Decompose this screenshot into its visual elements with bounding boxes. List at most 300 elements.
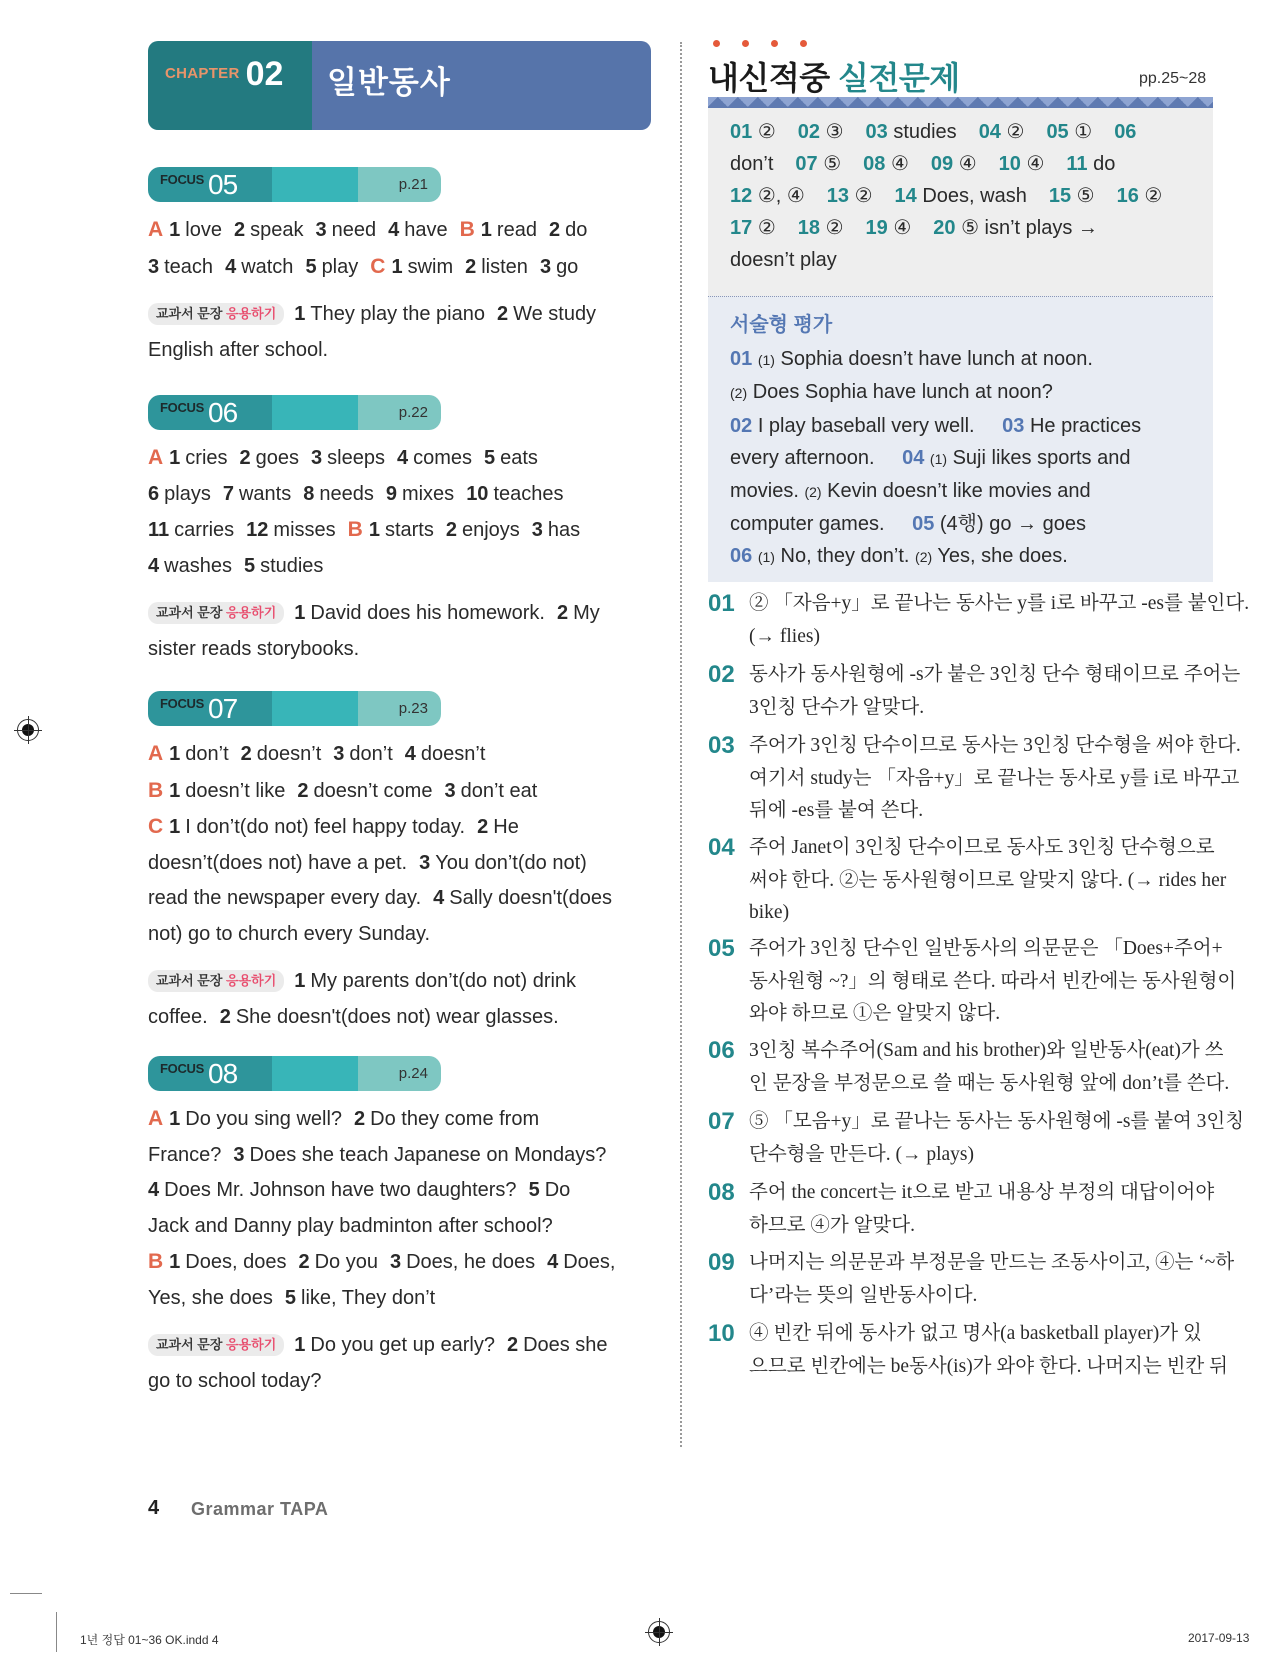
focus-number: 05 bbox=[208, 168, 238, 200]
section-letter: B bbox=[347, 518, 363, 541]
answer-item bbox=[333, 743, 393, 765]
item-text: enjoys bbox=[461, 519, 520, 541]
trim-mark bbox=[56, 1612, 57, 1652]
descriptive-line bbox=[730, 343, 1191, 376]
answer-value: don’t bbox=[730, 153, 774, 175]
answer-line bbox=[148, 1138, 651, 1174]
mc-answer bbox=[931, 153, 977, 175]
focus-label bbox=[148, 167, 272, 202]
mc-answer bbox=[863, 153, 909, 175]
sub-number: (1) bbox=[757, 549, 775, 566]
item-text: Does, he does bbox=[406, 1251, 536, 1273]
item-text: don’t eat bbox=[460, 779, 538, 802]
item-text: don’t bbox=[185, 743, 229, 765]
item-number: 2 bbox=[548, 219, 561, 241]
answer-item bbox=[388, 219, 448, 241]
answer-text: every afternoon. bbox=[730, 446, 875, 469]
item-text: needs bbox=[319, 482, 374, 505]
descriptive-line bbox=[730, 475, 1191, 508]
answer-line bbox=[148, 632, 651, 668]
item-text: You don’t(do not) bbox=[435, 851, 587, 874]
answer-value: studies bbox=[893, 121, 957, 143]
answer-value: ② bbox=[1144, 185, 1163, 207]
explanation-text bbox=[749, 1318, 1228, 1383]
section-letter: B bbox=[148, 1250, 164, 1273]
answer-item bbox=[148, 483, 211, 505]
question-number: 02 bbox=[730, 414, 753, 437]
focus-page-cell bbox=[358, 167, 441, 202]
explanation-line: (→ flies) bbox=[749, 625, 820, 647]
mc-answer bbox=[798, 121, 844, 143]
practice-title-teal: 실전문제 bbox=[838, 60, 960, 96]
explanation-line: 다’라는 뜻의 일반동사이다. bbox=[749, 1284, 978, 1306]
item-number: 1 bbox=[480, 219, 492, 241]
item-number: 3 bbox=[531, 519, 543, 541]
item-text: sleeps bbox=[327, 447, 385, 469]
focus-header-08 bbox=[148, 1056, 441, 1091]
answer-item bbox=[297, 780, 432, 802]
answer-value: Does, wash bbox=[922, 185, 1027, 207]
sub-number: (2) bbox=[915, 549, 933, 566]
explanation-line: 주어 Janet이 3인칭 단수이므로 동사도 3인칭 단수형으로 bbox=[749, 837, 1215, 858]
item-text: Do bbox=[544, 1179, 571, 1201]
answer-item bbox=[405, 743, 486, 765]
item-text: teach bbox=[164, 255, 214, 278]
answer-item bbox=[223, 483, 291, 505]
answer-item bbox=[148, 339, 328, 361]
item-number: 5 bbox=[305, 255, 317, 278]
item-text: doesn’t like bbox=[185, 779, 286, 802]
focus-page-cell bbox=[358, 691, 441, 726]
section-letter: C bbox=[370, 254, 386, 278]
answer-line bbox=[148, 596, 651, 632]
focus-page-ref: p.23 bbox=[398, 700, 428, 717]
explanation-item bbox=[708, 1177, 1213, 1242]
answer-line bbox=[148, 549, 651, 585]
question-number: 07 bbox=[795, 153, 818, 175]
item-number: 1 bbox=[169, 779, 181, 802]
sub-number: (1) bbox=[929, 450, 948, 467]
answer-value: doesn’t play bbox=[730, 249, 837, 271]
mc-answer bbox=[1114, 121, 1136, 143]
answer-text: Sophia doesn’t have lunch at noon. bbox=[780, 348, 1093, 371]
explanation-number: 05 bbox=[708, 935, 735, 962]
explanation-line: 3인칭 단수가 알맞다. bbox=[749, 696, 925, 718]
answer-text: Yes, she does. bbox=[937, 545, 1068, 568]
print-slug-date: 2017-09-13 bbox=[1188, 1631, 1250, 1645]
explanation-text bbox=[749, 1247, 1235, 1312]
mc-answer bbox=[730, 121, 776, 143]
section-letter: A bbox=[148, 446, 164, 469]
answer-line bbox=[148, 809, 651, 846]
item-text: go bbox=[556, 255, 579, 278]
badge-text: 교과서 문장 bbox=[156, 1337, 227, 1352]
answer-item bbox=[148, 887, 421, 909]
answer-item bbox=[466, 483, 563, 505]
explanation-line: ④ 빈칸 뒤에 동사가 없고 명사(a basketball player)가 있 bbox=[749, 1323, 1202, 1344]
item-text: doesn’t bbox=[420, 743, 486, 765]
book-title: Grammar TAPA bbox=[191, 1499, 329, 1519]
explanation-item bbox=[708, 1247, 1235, 1312]
focus-header-05 bbox=[148, 167, 441, 202]
mc-answer bbox=[798, 217, 844, 239]
registration-mark-icon bbox=[648, 1621, 670, 1643]
item-number: 1 bbox=[169, 219, 181, 241]
chapter-header bbox=[148, 41, 651, 130]
answer-value: ① bbox=[1074, 121, 1093, 143]
answer-text: Kevin doesn’t like movies and bbox=[827, 480, 1091, 503]
answer-item bbox=[547, 1251, 615, 1273]
mc-answer bbox=[730, 217, 776, 239]
question-number: 14 bbox=[894, 185, 917, 207]
explanation-line: 하므로 ④가 알맞다. bbox=[749, 1214, 915, 1236]
badge-text-highlight: 응용하기 bbox=[226, 973, 277, 988]
answer-item bbox=[148, 1287, 273, 1309]
answer-item bbox=[148, 256, 213, 278]
question-number: 02 bbox=[797, 121, 820, 143]
answer-value: ②, ④ bbox=[757, 185, 805, 207]
item-text: Do they come from bbox=[370, 1108, 540, 1130]
focus-bar-middle bbox=[272, 395, 358, 430]
item-text: They play the piano bbox=[310, 303, 485, 325]
focus-header-06 bbox=[148, 395, 441, 430]
answer-item bbox=[169, 743, 229, 765]
answer-value: ④ bbox=[890, 153, 909, 175]
answer-item bbox=[549, 219, 587, 241]
mc-answer bbox=[730, 185, 805, 207]
mc-answer bbox=[866, 217, 912, 239]
item-text: do bbox=[565, 219, 588, 241]
item-number: 11 bbox=[148, 519, 170, 541]
item-number: 3 bbox=[233, 1143, 245, 1166]
descriptive-line bbox=[730, 376, 1191, 409]
question-number: 05 bbox=[912, 513, 935, 536]
badge-text-highlight: 응용하기 bbox=[226, 1337, 277, 1352]
item-text: misses bbox=[273, 519, 336, 541]
question-number: 18 bbox=[797, 217, 820, 239]
section-letter: C bbox=[148, 815, 164, 838]
focus-number: 07 bbox=[208, 692, 238, 724]
item-text: Sally doesn't(does bbox=[449, 887, 613, 909]
sub-number: (1) bbox=[757, 352, 775, 369]
answer-line bbox=[148, 1209, 651, 1245]
question-number: 04 bbox=[978, 121, 1001, 143]
explanation-text bbox=[749, 1035, 1230, 1100]
question-number: 09 bbox=[930, 153, 954, 175]
explanation-line: 동사원형 ~?」의 형태로 쓴다. 따라서 빈칸에는 동사원형이 bbox=[749, 970, 1237, 992]
item-text: speak bbox=[250, 219, 304, 241]
question-number: 04 bbox=[902, 446, 925, 469]
item-number: 7 bbox=[222, 482, 234, 505]
answer-line bbox=[148, 297, 651, 333]
answer-item bbox=[465, 256, 528, 278]
explanation-item bbox=[708, 588, 1250, 653]
question-number: 08 bbox=[863, 153, 886, 175]
question-number: 01 bbox=[730, 348, 753, 371]
item-number: 2 bbox=[239, 447, 251, 469]
answer-item bbox=[169, 219, 222, 241]
answer-item bbox=[246, 519, 335, 541]
explanation-line: 3인칭 복수주어(Sam and his brother)와 일반동사(eat)가 쓰 bbox=[749, 1040, 1224, 1061]
item-text: David does his homework. bbox=[310, 602, 545, 624]
answer-value: ⑤ bbox=[1076, 185, 1095, 207]
answer-text: Does Sophia have lunch at noon? bbox=[752, 381, 1053, 404]
answer-line bbox=[148, 917, 651, 953]
answer-value: ⑤ isn’t plays → bbox=[961, 217, 1098, 239]
item-number: 5 bbox=[484, 447, 496, 469]
explanation-line: 여기서 study는 「자음+y」로 끝나는 동사로 y를 i로 바꾸고 bbox=[749, 767, 1240, 789]
item-number: 2 bbox=[219, 1005, 231, 1028]
answer-item bbox=[532, 519, 580, 541]
item-text: doesn’t come bbox=[313, 779, 433, 802]
answer-value: ⑤ bbox=[823, 153, 842, 175]
answer-item bbox=[507, 1334, 608, 1356]
item-number: 10 bbox=[466, 482, 489, 505]
item-number: 3 bbox=[389, 1251, 402, 1273]
section-letter: B bbox=[148, 778, 164, 802]
item-number: 12 bbox=[246, 519, 269, 541]
answer-text: Suji likes sports and bbox=[952, 446, 1131, 469]
focus-page-ref: p.24 bbox=[398, 1065, 428, 1082]
descriptive-line bbox=[730, 508, 1191, 540]
item-number: 4 bbox=[148, 1179, 160, 1201]
item-text: not) go to church every Sunday. bbox=[148, 922, 431, 945]
answer-line bbox=[148, 212, 651, 249]
explanation-text bbox=[749, 730, 1241, 828]
answer-item bbox=[294, 970, 576, 992]
explanation-text bbox=[749, 1177, 1213, 1242]
mc-answer-line bbox=[730, 212, 1191, 244]
focus-number: 06 bbox=[208, 396, 238, 428]
item-number: 3 bbox=[315, 219, 327, 241]
question-number: 06 bbox=[730, 545, 753, 568]
question-number: 05 bbox=[1046, 121, 1069, 143]
item-text: play bbox=[321, 255, 359, 278]
explanation-item bbox=[708, 832, 1227, 930]
item-number: 2 bbox=[496, 303, 509, 325]
item-number: 5 bbox=[243, 554, 256, 577]
mc-answer bbox=[1066, 153, 1115, 175]
explanation-line: ② 「자음+y」로 끝나는 동사는 y를 i로 바꾸고 -es를 붙인다. bbox=[749, 593, 1250, 614]
answer-line bbox=[148, 1328, 651, 1364]
item-number: 2 bbox=[234, 219, 246, 241]
explanation-item bbox=[708, 730, 1241, 828]
descriptive-line bbox=[730, 540, 1191, 573]
item-text: Does Mr. Johnson have two daughters? bbox=[164, 1179, 517, 1201]
item-text: cries bbox=[185, 447, 228, 469]
answer-item bbox=[390, 1251, 535, 1273]
section-letter: A bbox=[148, 218, 164, 241]
item-text: has bbox=[547, 519, 581, 541]
answer-line bbox=[148, 1173, 651, 1209]
mc-answer-line bbox=[730, 244, 1191, 276]
item-text: doesn’t(does not) have a pet. bbox=[148, 851, 408, 874]
item-number: 1 bbox=[294, 303, 306, 325]
answer-item bbox=[169, 1251, 286, 1273]
item-text: have bbox=[404, 219, 448, 241]
question-number: 11 bbox=[1066, 153, 1088, 175]
explanation-number: 01 bbox=[708, 590, 735, 617]
answer-text: He practices bbox=[1029, 414, 1142, 437]
textbook-sentence-badge bbox=[148, 602, 284, 624]
explanation-number: 10 bbox=[708, 1320, 735, 1347]
question-number: 06 bbox=[1114, 121, 1137, 143]
focus-header-07 bbox=[148, 691, 441, 726]
print-slug-file: 1년 정답 01~36 OK.indd 4 bbox=[80, 1633, 219, 1647]
explanation-text bbox=[749, 1106, 1245, 1171]
explanation-number: 02 bbox=[708, 661, 735, 688]
answer-item bbox=[386, 483, 454, 505]
item-text: France? bbox=[148, 1143, 222, 1166]
item-text: carries bbox=[174, 519, 235, 541]
item-text: sister reads storybooks. bbox=[148, 637, 360, 660]
sub-number: (2) bbox=[730, 385, 748, 402]
focus-page-ref: p.22 bbox=[398, 404, 428, 421]
answer-item bbox=[305, 256, 358, 278]
item-number: 3 bbox=[333, 743, 345, 765]
explanation-line: 나머지는 의문문과 부정문을 만드는 조동사이고, ④는 ‘~하 bbox=[749, 1252, 1235, 1273]
answer-item bbox=[148, 638, 359, 660]
item-text: Does she bbox=[523, 1334, 608, 1356]
item-text: read bbox=[496, 219, 537, 241]
focus-answers-08 bbox=[148, 1101, 651, 1399]
item-number: 2 bbox=[297, 779, 309, 802]
descriptive-line bbox=[730, 410, 1191, 442]
focus-word: FOCUS bbox=[160, 172, 205, 187]
question-number: 17 bbox=[730, 217, 753, 239]
item-text: love bbox=[185, 219, 222, 241]
focus-page-cell bbox=[358, 395, 441, 430]
answer-value: ② bbox=[854, 185, 873, 207]
answer-item bbox=[148, 1144, 221, 1166]
item-text: mixes bbox=[401, 482, 455, 505]
question-number: 20 bbox=[933, 217, 956, 239]
item-text: Do you bbox=[314, 1251, 378, 1273]
explanation-line: 주어가 3인칭 단수이므로 동사는 3인칭 단수형을 써야 한다. bbox=[749, 735, 1241, 756]
focus-word: FOCUS bbox=[160, 400, 205, 415]
explanation-text bbox=[749, 933, 1237, 1031]
focus-page-ref: p.21 bbox=[398, 176, 428, 193]
explanation-line: bike) bbox=[749, 902, 790, 923]
answer-item bbox=[169, 447, 227, 469]
zigzag-divider bbox=[708, 97, 1213, 108]
mc-answer bbox=[730, 249, 837, 271]
answer-value: ④ bbox=[958, 153, 977, 175]
item-text: Yes, she does bbox=[148, 1286, 273, 1309]
mc-answer bbox=[866, 121, 957, 143]
item-number: 4 bbox=[388, 219, 400, 241]
mc-answer bbox=[1049, 185, 1095, 207]
answer-line bbox=[148, 881, 651, 917]
explanation-number: 09 bbox=[708, 1249, 735, 1276]
item-text: eats bbox=[500, 447, 538, 469]
item-number: 1 bbox=[294, 602, 306, 624]
question-number: 19 bbox=[865, 217, 888, 239]
question-number: 10 bbox=[998, 153, 1021, 175]
explanation-item bbox=[708, 1318, 1228, 1383]
focus-word: FOCUS bbox=[160, 1061, 205, 1076]
chapter-number: 02 bbox=[245, 55, 284, 93]
item-number: 1 bbox=[391, 255, 403, 278]
focus-label bbox=[148, 1056, 272, 1091]
answer-line bbox=[148, 964, 651, 1000]
answer-item bbox=[148, 1370, 321, 1392]
question-number: 03 bbox=[1002, 414, 1025, 437]
question-number: 13 bbox=[826, 185, 850, 207]
explanation-number: 03 bbox=[708, 732, 735, 759]
answer-item bbox=[391, 256, 453, 278]
answer-line bbox=[148, 249, 651, 286]
answer-value: ④ bbox=[1026, 153, 1045, 175]
item-number: 3 bbox=[444, 779, 456, 802]
item-text: studies bbox=[260, 554, 324, 577]
chapter-word: CHAPTER bbox=[165, 65, 240, 82]
item-number: 6 bbox=[148, 482, 160, 505]
practice-page-range: pp.25~28 bbox=[1139, 70, 1207, 87]
focus-bar-middle bbox=[272, 1056, 358, 1091]
item-text: swim bbox=[407, 255, 454, 278]
mc-answer bbox=[795, 153, 841, 175]
item-text: I don’t(do not) feel happy today. bbox=[185, 816, 466, 838]
emphasis-dots bbox=[713, 40, 833, 48]
mc-answer bbox=[827, 185, 873, 207]
focus-word: FOCUS bbox=[160, 696, 205, 711]
answer-value: ② bbox=[1006, 121, 1025, 143]
focus-answers-05 bbox=[148, 212, 651, 368]
answer-item bbox=[354, 1108, 539, 1130]
item-text: Does, bbox=[563, 1251, 616, 1273]
answer-item bbox=[148, 1179, 517, 1201]
mc-answer-line bbox=[730, 116, 1191, 148]
answer-line bbox=[148, 846, 651, 882]
explanation-line: 주어 the concert는 it으로 받고 내용상 부정의 대답이어야 bbox=[749, 1182, 1215, 1203]
answer-item bbox=[148, 852, 407, 874]
item-text: Jack and Danny play badminton after school? bbox=[148, 1214, 553, 1237]
question-number: 12 bbox=[730, 185, 753, 207]
chapter-title-panel bbox=[312, 41, 651, 130]
explanation-number: 04 bbox=[708, 834, 735, 861]
answer-item bbox=[477, 816, 519, 838]
explanation-item bbox=[708, 933, 1237, 1031]
answer-item bbox=[148, 1006, 208, 1028]
explanation-text bbox=[749, 832, 1227, 930]
multiple-choice-answers bbox=[708, 108, 1213, 296]
page-number: 4 bbox=[148, 1497, 160, 1519]
mc-answer-line bbox=[730, 148, 1191, 180]
item-text: washes bbox=[164, 554, 232, 577]
answer-line bbox=[148, 1244, 651, 1281]
badge-text: 교과서 문장 bbox=[156, 306, 227, 321]
explanation-text bbox=[749, 659, 1241, 724]
explanation-item bbox=[708, 1035, 1230, 1100]
item-number: 1 bbox=[169, 743, 181, 765]
answer-item bbox=[294, 602, 545, 624]
answer-item bbox=[148, 1215, 553, 1237]
item-text: like, They don’t bbox=[301, 1286, 436, 1309]
item-number: 1 bbox=[169, 1108, 181, 1130]
focus-label bbox=[148, 691, 272, 726]
explanation-line: 단수형을 만든다. (→ plays) bbox=[749, 1143, 975, 1165]
textbook-sentence-badge bbox=[148, 970, 284, 992]
answer-item bbox=[225, 256, 293, 278]
textbook-sentence-badge bbox=[148, 1334, 284, 1356]
badge-text-highlight: 응용하기 bbox=[226, 605, 277, 620]
item-number: 4 bbox=[396, 447, 409, 469]
question-number: 01 bbox=[730, 121, 753, 143]
answer-item bbox=[481, 219, 537, 241]
question-number: 03 bbox=[865, 121, 888, 143]
column-divider bbox=[680, 42, 682, 1447]
